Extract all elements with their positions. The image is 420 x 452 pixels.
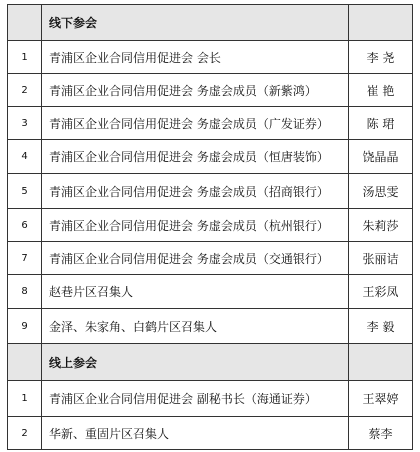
row-name: 陈 珺 (366, 116, 395, 131)
row-organization: 青浦区企业合同信用促进会 务虚会成员（广发证券） (42, 107, 349, 139)
row-name: 李 毅 (366, 319, 395, 334)
row-organization: 青浦区企业合同信用促进会 副秘书长（海通证券） (42, 381, 349, 416)
row-name: 汤思雯 (362, 184, 399, 199)
row-organization: 青浦区企业合同信用促进会 务虚会成员（交通银行） (42, 242, 349, 274)
section-title: 线上参会 (42, 344, 349, 380)
table-row (8, 74, 412, 107)
row-organization: 青浦区企业合同信用促进会 务虚会成员（新紫鸿） (42, 74, 349, 106)
table-row (8, 242, 412, 275)
table-row (8, 174, 412, 209)
table-row (8, 381, 412, 417)
row-number: 7 (8, 242, 42, 274)
row-organization: 金泽、朱家角、白鹤片区召集人 (42, 309, 349, 343)
row-number: 3 (8, 107, 42, 139)
section-name-cell (349, 5, 412, 40)
row-number: 6 (8, 209, 42, 241)
row-number: 1 (8, 381, 42, 416)
section-header-online (8, 344, 412, 381)
row-name: 王彩凤 (362, 285, 399, 299)
row-number: 2 (8, 74, 42, 106)
section-header-offline (8, 5, 412, 41)
row-organization: 青浦区企业合同信用促进会 务虚会成员（杭州银行） (42, 209, 349, 241)
row-number: 8 (8, 275, 42, 308)
row-name: 张丽诘 (362, 251, 399, 266)
row-name: 饶晶晶 (362, 150, 399, 164)
row-name: 朱莉莎 (362, 218, 399, 233)
table-row (8, 140, 412, 174)
row-organization: 青浦区企业合同信用促进会 会长 (42, 41, 349, 73)
section-title: 线下参会 (42, 5, 349, 40)
table-row (8, 417, 412, 449)
row-organization: 华新、重固片区召集人 (42, 417, 349, 449)
row-name: 蔡李 (368, 426, 393, 441)
row-name: 李 尧 (366, 50, 395, 65)
row-number: 9 (8, 309, 42, 343)
table-row (8, 275, 412, 309)
row-name: 王翠婷 (362, 392, 399, 406)
section-name-cell (349, 344, 412, 380)
table-row (8, 41, 412, 74)
table-row (8, 209, 412, 242)
table-row (8, 107, 412, 140)
section-num-cell (8, 344, 42, 380)
row-organization: 青浦区企业合同信用促进会 务虚会成员（招商银行） (42, 174, 349, 208)
section-num-cell (8, 5, 42, 40)
table-row (8, 309, 412, 344)
row-number: 2 (8, 417, 42, 449)
row-organization: 赵巷片区召集人 (42, 275, 349, 308)
row-organization: 青浦区企业合同信用促进会 务虚会成员（恒唐装饰） (42, 140, 349, 173)
row-number: 4 (8, 140, 42, 173)
row-number: 1 (8, 41, 42, 73)
row-name: 崔 艳 (366, 83, 395, 98)
attendee-table (7, 4, 413, 450)
row-number: 5 (8, 174, 42, 208)
